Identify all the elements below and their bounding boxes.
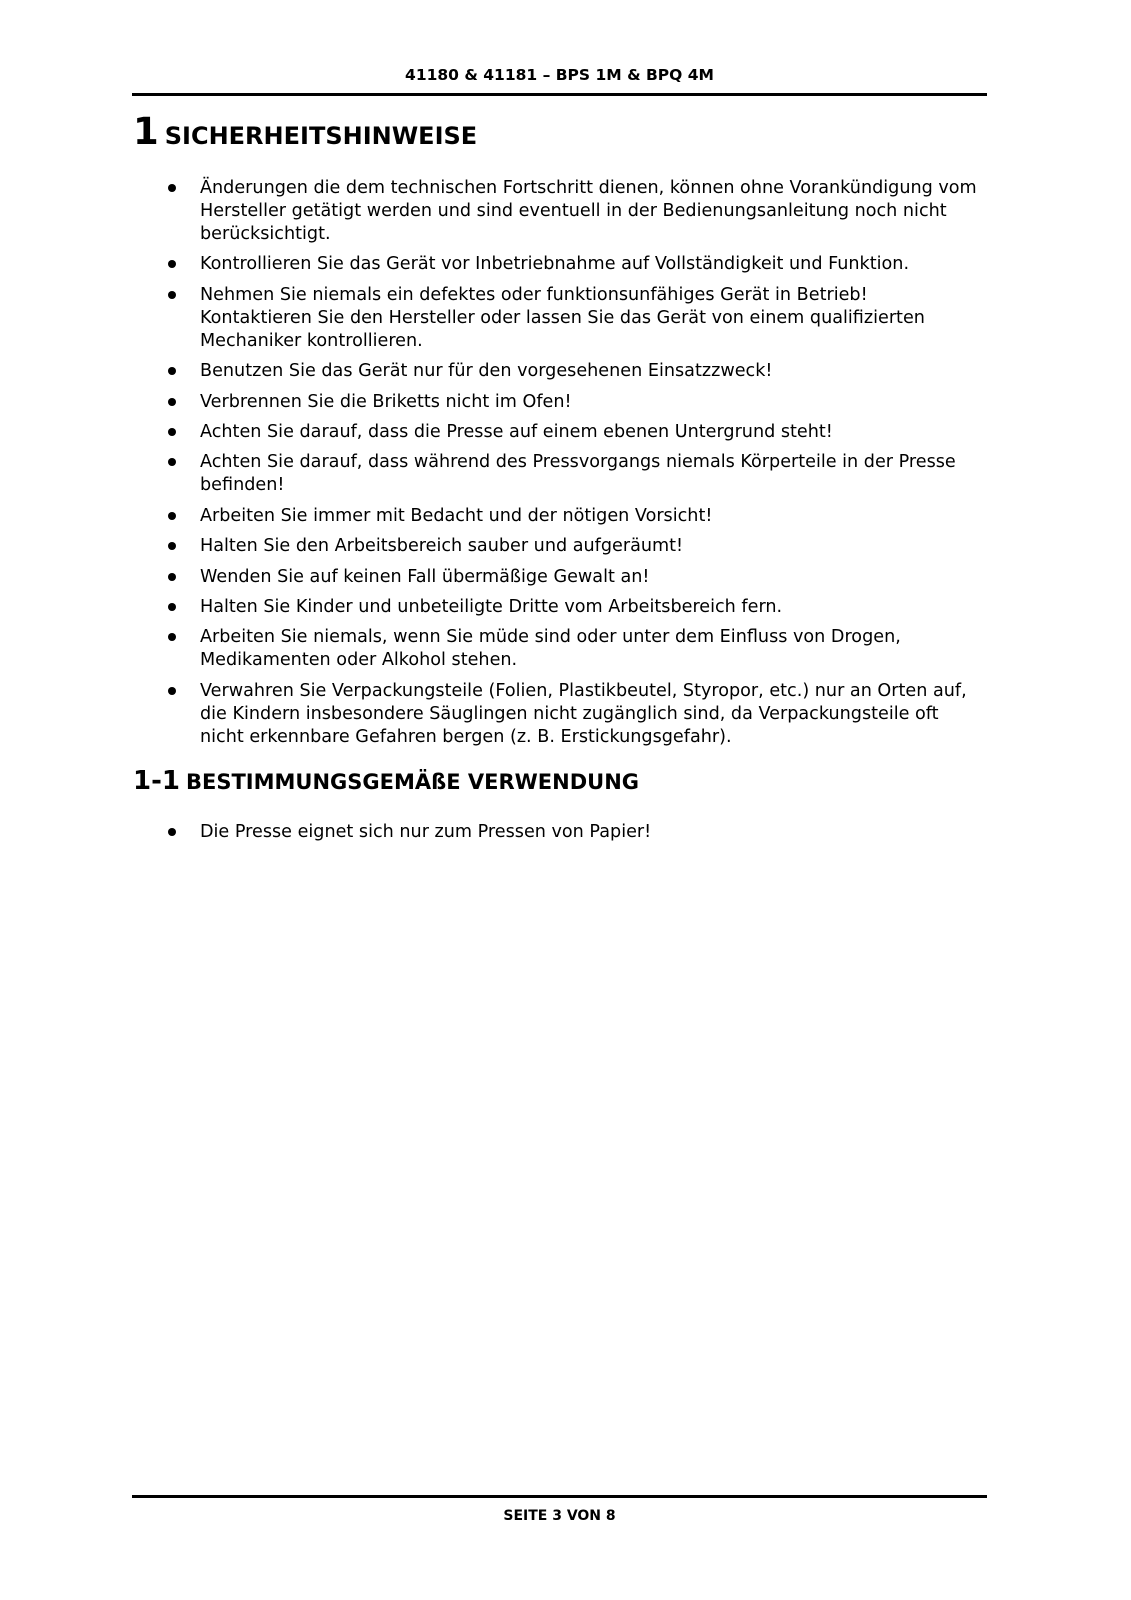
usage-list [163, 821, 983, 851]
list-item [163, 535, 983, 558]
subsection-number: 1-1 [133, 766, 180, 796]
bullet-icon [168, 542, 176, 550]
section-title: SICHERHEITSHINWEISE [164, 122, 478, 150]
list-item-text: Verwahren Sie Verpackungsteile (Folien, Plastikbeutel, Styropor, etc.) nur an Orten auf, die Kindern insbesondere Säuglingen nicht zugänglich sind, da Verpackungsteile oft nicht erkennbare Gefahren bergen (z. B. Erstickungsgefahr). [200, 680, 967, 747]
page-number: SEITE 3 VON 8 [503, 1508, 616, 1524]
bullet-icon [168, 458, 176, 466]
list-item [163, 360, 983, 383]
bullet-icon [168, 428, 176, 436]
list-item-text: Wenden Sie auf keinen Fall übermäßige Gewalt an! [200, 566, 650, 587]
bullet-icon [168, 398, 176, 406]
subsection-title: BESTIMMUNGSGEMÄßE VERWENDUNG [185, 770, 640, 794]
bullet-icon [168, 512, 176, 520]
bullet-icon [168, 367, 176, 375]
list-item-text: Halten Sie den Arbeitsbereich sauber und aufgeräumt! [200, 536, 684, 557]
list-item-text: Arbeiten Sie immer mit Bedacht und der nötigen Vorsicht! [200, 505, 713, 526]
bullet-icon [168, 291, 176, 299]
list-item-text: Halten Sie Kinder und unbeteiligte Dritte vom Arbeitsbereich fern. [200, 596, 783, 617]
list-item-text: Die Presse eignet sich nur zum Pressen von Papier! [200, 822, 652, 842]
safety-list [163, 177, 983, 756]
bullet-icon [168, 260, 176, 268]
list-item [163, 451, 983, 497]
list-item [163, 566, 983, 589]
subsection-heading [133, 766, 639, 796]
list-item [163, 596, 983, 619]
section-number: 1 [133, 110, 159, 153]
bullet-icon [168, 687, 176, 695]
bullet-icon [168, 828, 176, 836]
bullet-icon [168, 573, 176, 581]
list-item-text: Verbrennen Sie die Briketts nicht im Ofen! [200, 391, 572, 412]
section-heading [133, 110, 477, 153]
list-item-text: Arbeiten Sie niemals, wenn Sie müde sind oder unter dem Einfluss von Drogen, Medikamenten oder Alkohol stehen. [200, 627, 901, 671]
list-item-text: Kontrollieren Sie das Gerät vor Inbetriebnahme auf Vollständigkeit und Funktion. [200, 254, 910, 275]
bullet-icon [168, 603, 176, 611]
list-item-text: Änderungen die dem technischen Fortschritt dienen, können ohne Vorankündigung vom Hersteller getätigt werden und sind eventuell in der Bedienungsanleitung noch nicht berücksichtigt. [200, 178, 977, 244]
bullet-icon [168, 184, 176, 192]
page-header: 41180 & 41181 – BPS 1M & BPQ 4M [405, 66, 714, 84]
list-item-text: Achten Sie darauf, dass während des Pressvorgangs niemals Körperteile in der Presse befinden! [200, 452, 956, 496]
list-item [163, 505, 983, 528]
list-item [163, 821, 983, 844]
list-item [163, 253, 983, 276]
list-item [163, 421, 983, 444]
list-item [163, 626, 983, 672]
list-item [163, 284, 983, 353]
bullet-icon [168, 633, 176, 641]
list-item [163, 391, 983, 414]
list-item [163, 177, 983, 246]
header-rule [132, 93, 987, 96]
list-item-text: Nehmen Sie niemals ein defektes oder funktionsunfähiges Gerät in Betrieb! Kontaktieren Sie den Hersteller oder lassen Sie das Gerät von einem qualifizierten Mechaniker kontrollieren. [200, 284, 925, 351]
list-item [163, 680, 983, 749]
list-item-text: Achten Sie darauf, dass die Presse auf einem ebenen Untergrund steht! [200, 421, 833, 442]
list-item-text: Benutzen Sie das Gerät nur für den vorgesehenen Einsatzzweck! [200, 361, 773, 382]
footer-rule [132, 1495, 987, 1498]
